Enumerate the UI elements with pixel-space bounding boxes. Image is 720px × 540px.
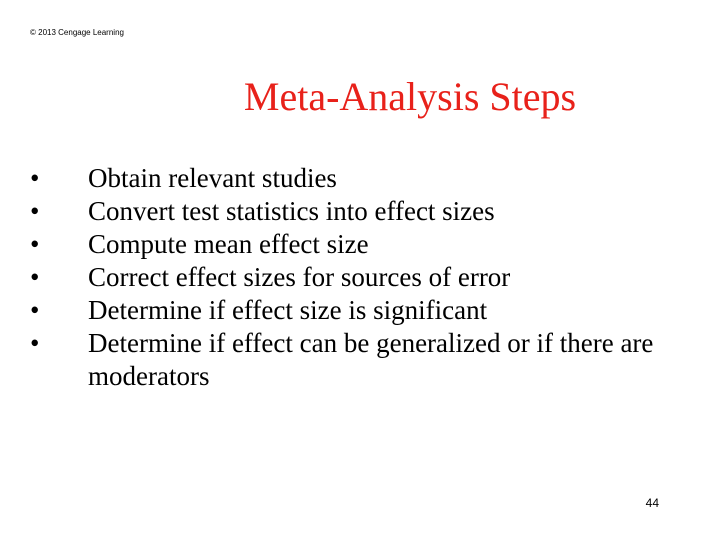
- bullet-text: Determine if effect can be generalized or if there are moderators: [88, 328, 654, 391]
- page-number: 44: [645, 496, 659, 510]
- bullet-marker: •: [30, 196, 40, 226]
- bullet-marker: •: [30, 229, 40, 259]
- bullet-text: Compute mean effect size: [88, 229, 369, 259]
- bullet-item: [30, 261, 670, 294]
- bullet-text: Convert test statistics into effect sizes: [88, 196, 495, 226]
- bullet-marker: •: [30, 295, 40, 325]
- bullet-marker: •: [30, 262, 40, 292]
- bullet-marker: •: [30, 163, 40, 193]
- bullet-item: [30, 327, 670, 393]
- slide-title: Meta-Analysis Steps: [243, 74, 577, 119]
- bullet-list: [30, 162, 670, 393]
- bullet-text: Determine if effect size is significant: [88, 295, 488, 325]
- bullet-item: [30, 294, 670, 327]
- bullet-item: [30, 228, 670, 261]
- copyright-notice: © 2013 Cengage Learning: [30, 28, 124, 37]
- bullet-text: Obtain relevant studies: [88, 163, 337, 193]
- bullet-item: [30, 195, 670, 228]
- bullet-text: Correct effect sizes for sources of error: [88, 262, 511, 292]
- bullet-item: [30, 162, 670, 195]
- bullet-marker: •: [30, 328, 40, 358]
